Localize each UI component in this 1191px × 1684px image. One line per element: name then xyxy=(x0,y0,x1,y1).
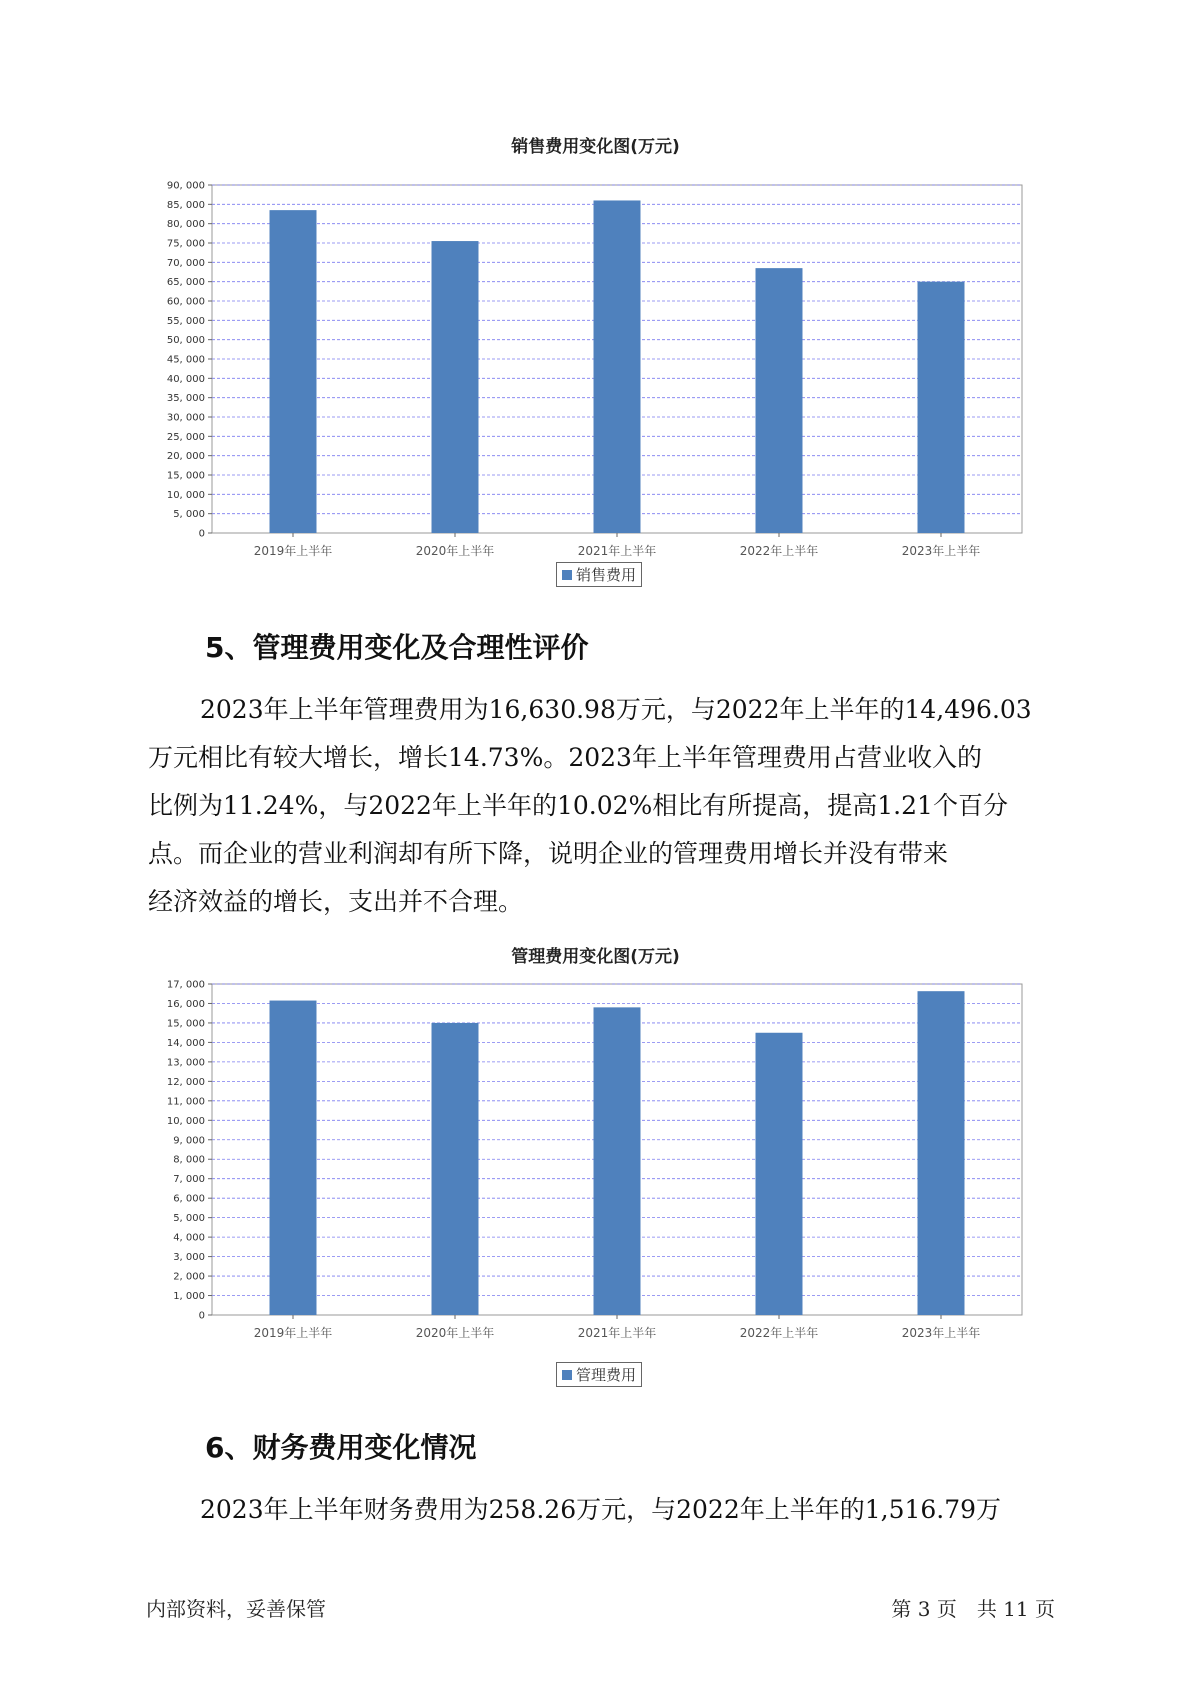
y-tick-label: 85, 000 xyxy=(166,199,205,211)
bar xyxy=(270,1001,317,1315)
admin-chart-legend xyxy=(556,1362,642,1387)
y-tick-label: 15, 000 xyxy=(166,1018,205,1030)
paragraph-line: 2023年上半年财务费用为258.26万元，与2022年上半年的1,516.79万 xyxy=(200,1495,1002,1524)
section6-heading: 6、财务费用变化情况 xyxy=(205,1431,477,1464)
y-tick-label: 30, 000 xyxy=(166,412,205,424)
section6-paragraph xyxy=(148,1486,1068,1534)
paragraph-line: 点。而企业的营业利润却有所下降，说明企业的管理费用增长并没有带来 xyxy=(148,839,949,868)
x-tick-label: 2023年上半年 xyxy=(901,544,981,558)
y-tick-label: 35, 000 xyxy=(166,393,205,405)
y-tick-label: 9, 000 xyxy=(173,1135,205,1147)
section5-heading: 5、管理费用变化及合理性评价 xyxy=(205,631,589,664)
y-tick-label: 0 xyxy=(198,1310,205,1322)
bar xyxy=(432,1023,479,1315)
x-tick-label: 2023年上半年 xyxy=(901,1326,981,1340)
x-tick-label: 2021年上半年 xyxy=(577,544,657,558)
sales-legend-label: 销售费用 xyxy=(576,566,637,584)
paragraph-line: 2023年上半年管理费用为16,630.98万元，与2022年上半年的14,496.03 xyxy=(200,695,1032,724)
y-tick-label: 10, 000 xyxy=(166,1115,205,1127)
y-tick-label: 6, 000 xyxy=(173,1193,205,1205)
admin-chart xyxy=(0,960,1191,1350)
x-tick-label: 2020年上半年 xyxy=(415,1326,495,1340)
footer-left: 内部资料，妥善保管 xyxy=(146,1597,326,1621)
y-tick-label: 80, 000 xyxy=(166,219,205,231)
x-tick-label: 2022年上半年 xyxy=(739,544,819,558)
x-tick-label: 2019年上半年 xyxy=(253,1326,333,1340)
y-tick-label: 1, 000 xyxy=(173,1291,205,1303)
paragraph-line: 经济效益的增长，支出并不合理。 xyxy=(148,887,524,916)
x-tick-label: 2019年上半年 xyxy=(253,544,333,558)
bar xyxy=(918,991,965,1315)
y-tick-label: 3, 000 xyxy=(173,1252,205,1264)
y-tick-label: 7, 000 xyxy=(173,1174,205,1186)
bar xyxy=(594,1007,641,1315)
legend-swatch xyxy=(562,570,572,580)
bar xyxy=(756,1033,803,1315)
y-tick-label: 5, 000 xyxy=(173,1213,205,1225)
y-tick-label: 45, 000 xyxy=(166,354,205,366)
paragraph-line: 比例为11.24%，与2022年上半年的10.02%相比有所提高，提高1.21个百分 xyxy=(148,791,1008,820)
y-tick-label: 90, 000 xyxy=(166,180,205,192)
y-tick-label: 17, 000 xyxy=(166,979,205,991)
y-tick-label: 20, 000 xyxy=(166,451,205,463)
y-tick-label: 5, 000 xyxy=(173,509,205,521)
sales-chart xyxy=(0,0,1191,560)
bar xyxy=(918,282,965,533)
y-tick-label: 15, 000 xyxy=(166,470,205,482)
sales-chart-legend xyxy=(556,562,642,587)
bar xyxy=(594,200,641,533)
y-tick-label: 40, 000 xyxy=(166,373,205,385)
y-tick-label: 60, 000 xyxy=(166,296,205,308)
sales-chart-title: 销售费用变化图(万元) xyxy=(511,137,680,157)
x-tick-label: 2022年上半年 xyxy=(739,1326,819,1340)
footer-page-number: 第 3 页 共 11 页 xyxy=(891,1597,1055,1621)
y-tick-label: 16, 000 xyxy=(166,998,205,1010)
bar xyxy=(270,210,317,533)
y-tick-label: 10, 000 xyxy=(166,489,205,501)
y-tick-label: 4, 000 xyxy=(173,1232,205,1244)
y-tick-label: 50, 000 xyxy=(166,335,205,347)
paragraph-line: 万元相比有较大增长，增长14.73%。2023年上半年管理费用占营业收入的 xyxy=(148,743,982,772)
admin-chart-title: 管理费用变化图(万元) xyxy=(511,947,680,967)
bar xyxy=(432,241,479,533)
x-tick-label: 2021年上半年 xyxy=(577,1326,657,1340)
y-tick-label: 70, 000 xyxy=(166,257,205,269)
y-tick-label: 13, 000 xyxy=(166,1057,205,1069)
y-tick-label: 12, 000 xyxy=(166,1076,205,1088)
y-tick-label: 65, 000 xyxy=(166,277,205,289)
y-tick-label: 2, 000 xyxy=(173,1271,205,1283)
y-tick-label: 55, 000 xyxy=(166,315,205,327)
section5-paragraph xyxy=(148,686,1068,926)
y-tick-label: 14, 000 xyxy=(166,1037,205,1049)
bar xyxy=(756,268,803,533)
y-tick-label: 11, 000 xyxy=(166,1096,205,1108)
y-tick-label: 75, 000 xyxy=(166,238,205,250)
admin-legend-label: 管理费用 xyxy=(576,1366,637,1384)
x-tick-label: 2020年上半年 xyxy=(415,544,495,558)
y-tick-label: 8, 000 xyxy=(173,1154,205,1166)
legend-swatch xyxy=(562,1370,572,1380)
y-tick-label: 25, 000 xyxy=(166,431,205,443)
y-tick-label: 0 xyxy=(198,528,205,540)
